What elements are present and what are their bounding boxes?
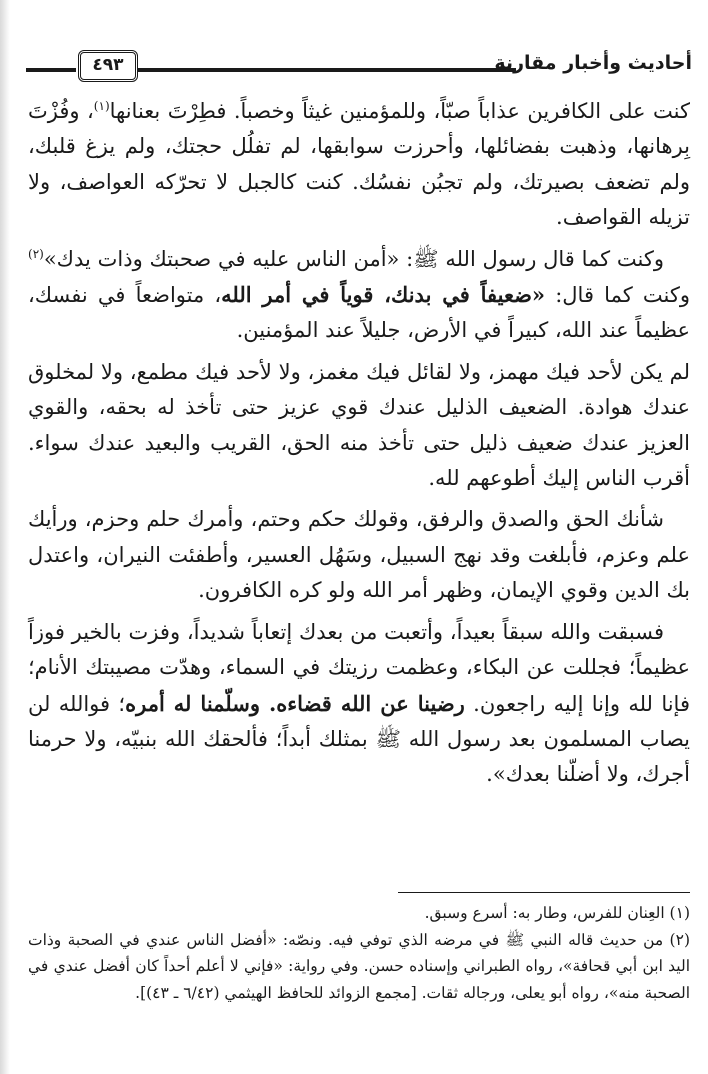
paragraph-2-text-a: وكنت كما قال رسول الله ﷺ: «أمن الناس عليه في صحبتك وذات يدك» — [43, 246, 664, 271]
footnote-separator — [398, 892, 690, 893]
paragraph-5 — [28, 615, 690, 793]
paragraph-2-text-b: وكنت كما قال: — [545, 283, 690, 308]
paragraph-1-text-a: كنت على الكافرين عذاباً صبّاً، وللمؤمنين غيثاً وخصباً. فطِرْتَ بعنانها — [109, 99, 690, 123]
paragraph-4: شأنك الحق والصدق والرفق، وقولك حكم وحتم، وأمرك حلم وحزم، ورأيك علم وعزم، فأبلغت وقد نهج السبيل، وسَهُل العسير، وأطفئت النيران، واعتدل بك الدين وقوي الإيمان، وظهر أمر الله ولو كره الكافرون. — [28, 507, 690, 603]
paragraph-2 — [28, 242, 690, 349]
header-rule — [138, 68, 516, 72]
footnote-ref-1: (١) — [93, 99, 110, 113]
footnote-1: (١) العِنان للفرس، وطار به: أسرع وسبق. — [424, 904, 690, 922]
paragraph-2-text-c: ، متواضعاً في نفسك، عظيماً عند الله، كبيراً في الأرض، جليلاً عند المؤمنين. — [28, 283, 690, 343]
page-number: ٤٩٣ — [78, 50, 138, 82]
header-rule-left — [26, 68, 76, 72]
footnotes — [28, 900, 690, 1006]
paragraph-5-text-a: فسبقت والله سبقاً بعيداً، وأتعبت من بعدك إتعاباً شديداً، وفزت بالخير فوزاً عظيماً؛ فجللت عن البكاء، وعظمت رزيتك في السماء، وهدّت مصيبتك الأنام؛ فإنا لله وإنا إليه راجعون. — [28, 619, 690, 716]
paragraph-1 — [28, 94, 690, 236]
paragraph-5-bold: رضينا عن الله قضاءه. وسلّمنا له أمره — [125, 690, 465, 716]
paragraph-2-bold: «ضعيفاً في بدنك، قوياً في أمر الله — [221, 282, 546, 308]
page-header — [26, 44, 692, 84]
footnote-ref-2: (٢) — [28, 246, 44, 261]
paragraph-1-text-b: ، وفُزْتَ بِرهانها، وذهبت بفضائلها، وأحرزت سوابقها، لم تفلُل حجتك، ولم يزغ قلبك، ولم تضعف بصيرتك، ولم تجبُن نفسُك. كنت كالجبل لا تحرّكه العواصف، ولا تزيله القواصف. — [28, 99, 690, 230]
paragraph-3: لم يكن لأحد فيك مهمز، ولا لقائل فيك مغمز، ولا لأحد فيك مطمع، ولا لمخلوق عندك هوادة. الضعيف الذليل عندك قوي عزيز حتى تأخذ له بحقه، والقوي العزيز عندك ضعيف ذليل حتى تأخذ منه الحق، القريب والبعيد عندك سواء. أقرب الناس إليك أطوعهم لله. — [28, 359, 690, 491]
footnote-2: (٢) من حديث قاله النبي ﷺ في مرضه الذي توفي فيه. ونصّه: «أفضل الناس عندي في الصحبة وذات اليد ابن أبي قحافة»، رواه الطبراني وإسناده حسن. وفي رواية: «فإني لا أعلم أحداً كان أفضل عندي في الصحبة منه»، رواه أبو يعلى، ورجاله ثقات. [مجمع الزوائد للحافظ الهيثمي (٦/٤٢ ـ ٤٣)]. — [28, 930, 690, 1002]
page-edge-shadow — [0, 0, 10, 1074]
main-text — [28, 94, 690, 799]
running-title: أحاديث وأخبار مقارنة — [494, 52, 692, 74]
paragraph-5-text-b: ؛ فوالله لن يصاب المسلمون بعد رسول الله ﷺ بمثلك أبداً؛ فألحقك الله بنبيّه، ولا حرمنا أجرك، ولا أضلّنا بعدك». — [28, 691, 690, 787]
